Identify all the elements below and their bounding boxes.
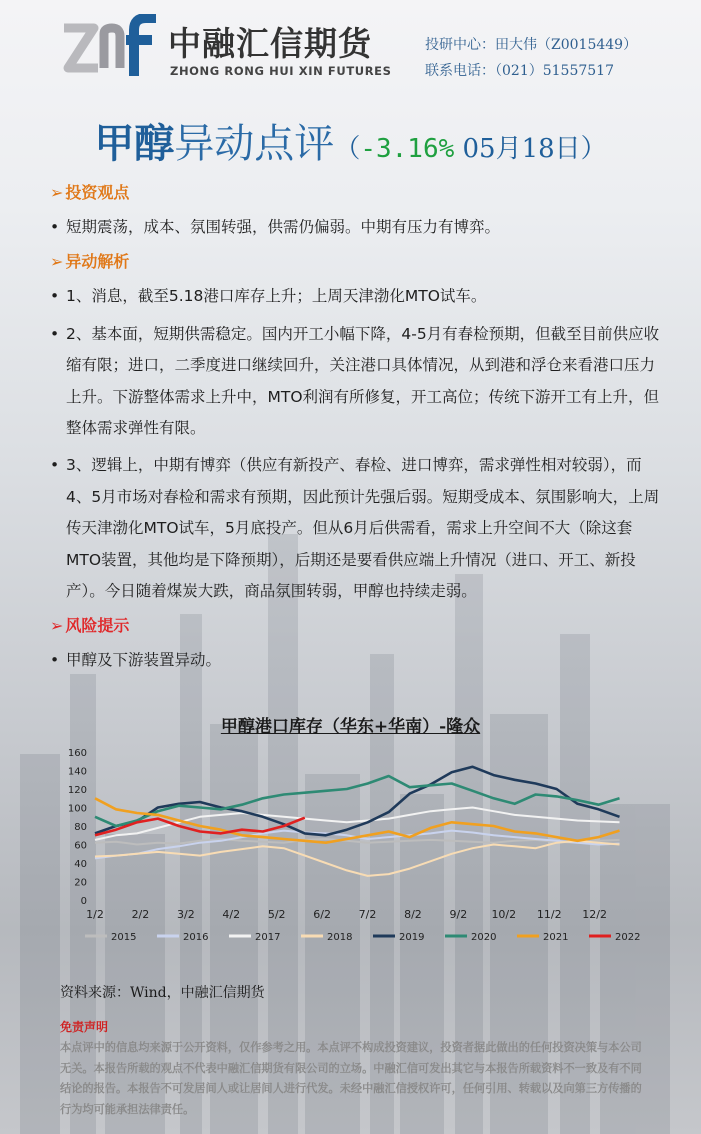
legend-label-2018: 2018: [327, 932, 353, 943]
y-tick-label: 120: [67, 785, 87, 796]
inventory-line-chart: [55, 740, 645, 962]
report-content: [50, 180, 662, 683]
company-name-cn: 中融汇信期货: [168, 24, 372, 63]
bullet-item: • 甲醇及下游装置异动。: [50, 645, 662, 676]
x-tick-label: 12/2: [582, 908, 607, 921]
data-source: 资料来源：Wind，中融汇信期货: [60, 985, 265, 1001]
arrow-icon: ➢: [50, 252, 64, 272]
legend-label-2021: 2021: [543, 932, 569, 943]
header: [0, 0, 701, 92]
x-tick-label: 3/2: [176, 908, 195, 921]
bullet-item: • 3、逻辑上，中期有博弈（供应有新投产、春检、进口博弈，需求弹性相对较弱），而4、5月市场对春检和需求有预期，因此预计先强后弱。短期受成本、氛围影响大，上周传天津渤化MTO试车，5月底投产。但从6月后供需看，需求上升空间不大（除这套MTO装置，其他均是下降预期），后期还是要看供应端上升情况（进口、开工、新投产）。今日随着煤炭大跌，商品氛围转弱，甲醇也持续走弱。: [50, 450, 662, 607]
y-tick-label: 160: [67, 748, 87, 759]
bullet-item: • 1、消息，截至5.18港口库存上升；上周天津渤化MTO试车。: [50, 281, 662, 312]
y-tick-label: 20: [74, 877, 87, 889]
legend-label-2016: 2016: [183, 932, 209, 943]
bullet-item: • 2、基本面，短期供需稳定。国内开工小幅下降，4-5月有春检预期，但截至目前供应收缩有限；进口，二季度进口继续回升，关注港口具体情况，从到港和浮仓来看港口压力上升。下游整体需求上升中，MTO利润有所修复，开工高位；传统下游开工有上升，但整体需求弹性有限。: [50, 319, 662, 445]
y-tick-label: 40: [74, 859, 87, 870]
legend-label-2022: 2022: [615, 932, 641, 943]
x-tick-label: 7/2: [358, 908, 377, 921]
title-subtitle: 异动点评: [174, 121, 335, 167]
y-tick-label: 140: [67, 766, 87, 778]
disclaimer-text: 本点评中的信息均来源于公开资料，仅作参考之用。本点评不构成投资建议，投资者据此做出的任何投资决策与本公司无关。本报告所载的观点不代表中融汇信期货有限公司的立场。中融汇信可发出其它与本报告所载资料不一致及有不同结论的报告。本报告不可发居间人或让居间人进行代发。未经中融汇信授权许可，任何引用、转载以及向第三方传播的行为均可能承担法律责任。: [60, 1041, 642, 1116]
y-tick-label: 0: [80, 896, 87, 907]
x-tick-label: 2/2: [131, 908, 150, 921]
y-tick-label: 80: [74, 822, 87, 833]
x-tick-label: 5/2: [267, 908, 286, 921]
chart-title: 甲醇港口库存（华东+华南）-隆众: [220, 717, 481, 737]
section-heading-view: ➢ 投资观点: [50, 183, 130, 202]
bullet-item: • 短期震荡，成本、氛围转强，供需仍偏弱。中期有压力有博弈。: [50, 212, 662, 243]
x-tick-label: 11/2: [536, 908, 562, 921]
y-tick-label: 60: [74, 840, 87, 852]
title-change: -3.16%: [360, 134, 455, 164]
x-tick-label: 8/2: [404, 908, 422, 921]
title-paren: （: [334, 134, 361, 164]
section-heading-risk: ➢ 风险提示: [50, 616, 130, 636]
x-tick-label: 4/2: [222, 908, 241, 921]
title-product: 甲醇: [94, 121, 175, 167]
title-date: 05月18日）: [454, 134, 607, 164]
x-tick-label: 1/2: [86, 908, 104, 921]
section-heading-analysis: ➢ 异动解析: [50, 252, 130, 272]
arrow-icon: ➢: [50, 616, 64, 636]
legend-label-2015: 2015: [111, 932, 137, 943]
contact-phone: 联系电话：（021）51557517: [425, 63, 614, 79]
company-name-en: ZHONG RONG HUI XIN FUTURES: [170, 64, 392, 78]
legend-label-2020: 2020: [471, 932, 497, 943]
company-logo-icon: [60, 14, 158, 76]
contact-research: 投研中心：田大伟（Z0015449）: [425, 37, 638, 53]
disclaimer-title: 免责声明: [60, 1020, 109, 1034]
arrow-icon: ➢: [50, 183, 64, 202]
y-tick-label: 100: [67, 803, 87, 815]
x-tick-label: 10/2: [491, 908, 517, 921]
page-title: [0, 112, 701, 169]
x-tick-label: 9/2: [449, 908, 468, 921]
legend-label-2017: 2017: [255, 932, 281, 943]
x-tick-label: 6/2: [313, 908, 331, 921]
legend-label-2019: 2019: [399, 932, 425, 943]
